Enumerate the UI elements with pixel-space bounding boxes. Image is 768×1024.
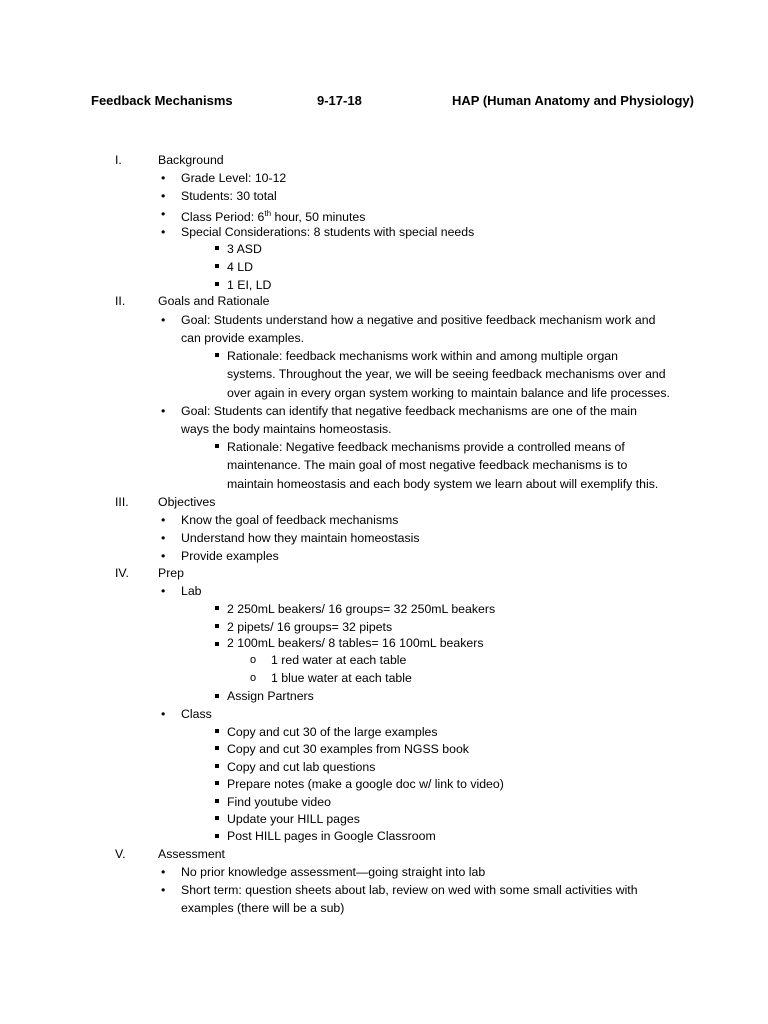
square-bullet-icon <box>215 764 219 768</box>
lab-item: Assign Partners <box>227 689 314 703</box>
section-numeral: V. <box>115 847 126 861</box>
bullet-icon: • <box>161 531 166 545</box>
objective-item: Provide examples <box>181 549 279 563</box>
section-title-objectives: Objectives <box>158 495 216 509</box>
bullet-icon: • <box>161 707 166 721</box>
bullet-icon: • <box>161 513 166 527</box>
objective-item: Understand how they maintain homeostasis <box>181 531 420 545</box>
assessment-item: No prior knowledge assessment—going straight into lab <box>181 865 486 879</box>
section-title-prep: Prep <box>158 566 184 580</box>
class-period: Class Period: 6th hour, 50 minutes <box>181 209 366 225</box>
section-numeral: IV. <box>115 566 129 580</box>
square-bullet-icon <box>215 746 219 750</box>
document-date: 9-17-18 <box>317 93 362 108</box>
students-count: Students: 30 total <box>181 189 277 203</box>
section-title-goals: Goals and Rationale <box>158 294 270 308</box>
goal-2-line: ways the body maintains homeostasis. <box>181 422 392 436</box>
rationale-2-line: maintain homeostasis and each body system we learn about will exemplify this. <box>227 477 659 491</box>
class-item: Copy and cut 30 examples from NGSS book <box>227 742 469 756</box>
square-bullet-icon <box>215 781 219 785</box>
square-bullet-icon <box>215 606 219 610</box>
rationale-2-line: Rationale: Negative feedback mechanisms provide a controlled means of <box>227 440 625 454</box>
rationale-2-line: maintenance. The main goal of most negative feedback mechanisms is to <box>227 458 628 472</box>
square-bullet-icon <box>215 444 219 448</box>
square-bullet-icon <box>215 694 219 698</box>
goal-2-line: Goal: Students can identify that negative feedback mechanisms are one of the main <box>181 404 637 418</box>
rationale-1-line: over again in every organ system working to maintain balance and life processes. <box>227 386 670 400</box>
bullet-icon: • <box>161 313 166 327</box>
need-item: 4 LD <box>227 260 253 274</box>
class-item: Copy and cut lab questions <box>227 760 376 774</box>
goal-1-line: Goal: Students understand how a negative and positive feedback mechanism work and <box>181 313 656 327</box>
lab-item: 2 pipets/ 16 groups= 32 pipets <box>227 620 393 634</box>
bullet-icon: • <box>161 189 166 203</box>
special-considerations: Special Considerations: 8 students with special needs <box>181 225 475 239</box>
class-item: Update your HILL pages <box>227 812 360 826</box>
bullet-icon: • <box>161 171 166 185</box>
section-numeral: II. <box>115 294 126 308</box>
square-bullet-icon <box>215 353 219 357</box>
course-name: HAP (Human Anatomy and Physiology) <box>452 93 694 108</box>
lab-item: 2 250mL beakers/ 16 groups= 32 250mL beakers <box>227 602 496 616</box>
assessment-item: examples (there will be a sub) <box>181 901 345 915</box>
rationale-1-line: Rationale: feedback mechanisms work within and among multiple organ <box>227 349 618 363</box>
prep-class-label: Class <box>181 707 212 721</box>
bullet-icon: • <box>161 584 166 598</box>
objective-item: Know the goal of feedback mechanisms <box>181 513 399 527</box>
lab-sub-item: 1 blue water at each table <box>271 671 412 685</box>
lab-sub-item: 1 red water at each table <box>271 653 407 667</box>
square-bullet-icon <box>215 729 219 733</box>
bullet-icon: • <box>161 404 166 418</box>
bullet-icon: • <box>161 883 166 897</box>
square-bullet-icon <box>215 816 219 820</box>
bullet-icon: • <box>161 225 166 239</box>
class-item: Find youtube video <box>227 795 331 809</box>
rationale-1-line: systems. Throughout the year, we will be seeing feedback mechanisms over and <box>227 367 666 381</box>
square-bullet-icon <box>215 624 219 628</box>
section-title-background: Background <box>158 153 224 167</box>
bullet-icon: • <box>161 207 166 221</box>
document-title: Feedback Mechanisms <box>91 93 233 108</box>
square-bullet-icon <box>215 834 219 838</box>
square-bullet-icon <box>215 642 219 646</box>
class-item: Prepare notes (make a google doc w/ link to video) <box>227 777 504 791</box>
goal-1-line: can provide examples. <box>181 331 305 345</box>
need-item: 3 ASD <box>227 242 262 256</box>
lab-item: 2 100mL beakers/ 8 tables= 16 100mL beakers <box>227 636 484 650</box>
square-bullet-icon <box>215 799 219 803</box>
class-item: Post HILL pages in Google Classroom <box>227 829 436 843</box>
prep-lab-label: Lab <box>181 584 202 598</box>
square-bullet-icon <box>215 282 219 286</box>
section-numeral: III. <box>115 495 129 509</box>
class-item: Copy and cut 30 of the large examples <box>227 725 438 739</box>
assessment-item: Short term: question sheets about lab, review on wed with some small activities with <box>181 883 638 897</box>
section-numeral: I. <box>115 153 122 167</box>
square-bullet-icon <box>215 264 219 268</box>
bullet-icon: • <box>161 549 166 563</box>
section-title-assessment: Assessment <box>158 847 225 861</box>
square-bullet-icon <box>215 246 219 250</box>
need-item: 1 EI, LD <box>227 278 272 292</box>
bullet-icon: • <box>161 865 166 879</box>
circle-bullet-icon: o <box>250 654 257 666</box>
circle-bullet-icon: o <box>250 672 257 684</box>
grade-level: Grade Level: 10-12 <box>181 171 287 185</box>
